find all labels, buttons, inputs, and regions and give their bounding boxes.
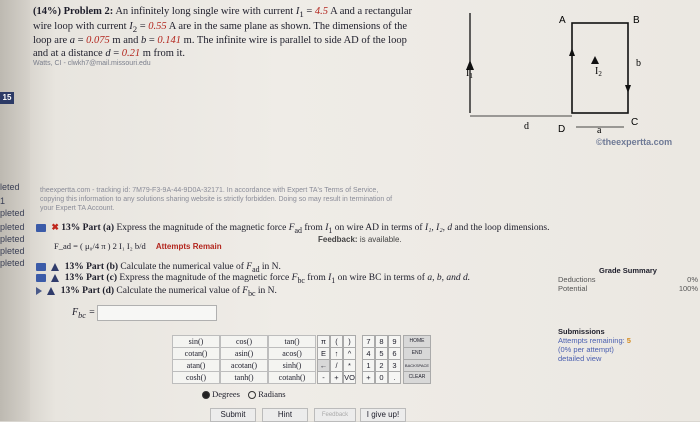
part-a-text: from xyxy=(304,223,323,233)
copyright-text: ©theexpertta.com xyxy=(596,137,673,147)
part-d-text: in N. xyxy=(257,286,277,296)
calc-key-1[interactable]: 1 xyxy=(362,359,375,372)
part-a-text: and the loop dimensions. xyxy=(454,223,550,233)
submissions-panel xyxy=(558,327,698,363)
potential-row xyxy=(558,284,698,293)
problem-text: A and a rectangular wire loop with current xyxy=(33,6,412,32)
part-b-text: in N. xyxy=(261,262,281,272)
calc-tan[interactable]: tan() xyxy=(268,335,316,348)
calc-key-5[interactable]: 5 xyxy=(375,347,388,360)
problem-text: A are in the same plane as shown. The dimensions of the loop are xyxy=(33,20,408,47)
copyright-notice xyxy=(40,186,430,213)
calc-key-vo[interactable]: VO xyxy=(344,373,355,382)
calc-key-power[interactable]: ^ xyxy=(343,347,356,360)
sym-Fad-sub: ad xyxy=(294,225,302,235)
attempts-value: 5 xyxy=(626,336,631,345)
submit-button[interactable]: Submit xyxy=(210,408,256,422)
corner-A: A xyxy=(559,15,566,26)
calc-key-9[interactable]: 9 xyxy=(388,335,401,348)
feedback-label: Feedback: xyxy=(318,235,358,244)
label-I2: $I_2$ xyxy=(595,66,602,78)
sym-I1-sub: 1 xyxy=(328,225,333,235)
deductions-value: 0% xyxy=(687,275,698,284)
sym-Fbc-sub: bc xyxy=(297,275,305,285)
part-c-vars: a, b, and d. xyxy=(427,273,471,283)
hint-button[interactable]: Hint xyxy=(262,408,308,422)
sidebar-item[interactable]: pleted xyxy=(0,222,25,232)
calc-key-3[interactable]: 3 xyxy=(388,359,401,372)
part-b-label: 13% Part (b) xyxy=(64,262,119,272)
problem-text: m from it. xyxy=(142,47,186,59)
calc-acos[interactable]: acos() xyxy=(268,347,316,360)
detailed-view-link[interactable]: detailed view xyxy=(558,354,602,363)
calc-asin[interactable]: asin() xyxy=(220,347,268,360)
value-a: 0.075 xyxy=(86,35,110,47)
sym-Fbc: F xyxy=(291,273,298,283)
calc-end[interactable]: END xyxy=(403,347,431,360)
attempts-remaining: Attempts Remain xyxy=(155,242,222,251)
label-d: d xyxy=(524,121,529,132)
part-a-text: on wire AD in terms of xyxy=(334,223,423,233)
checkbox-icon xyxy=(36,274,46,282)
student-info: Watts, CI - clwkh7@mail.missouri.edu xyxy=(33,60,151,68)
calc-key-6[interactable]: 6 xyxy=(388,347,401,360)
part-a-row[interactable] xyxy=(36,222,550,236)
calc-cotan[interactable]: cotan() xyxy=(172,347,220,360)
calc-key-2[interactable]: 2 xyxy=(375,359,388,372)
sym-I1: I xyxy=(325,223,329,233)
part-c-text: on wire BC in terms of xyxy=(337,273,425,283)
var-b: b xyxy=(141,35,147,47)
var-a: a xyxy=(69,35,75,47)
radio-radians[interactable] xyxy=(248,391,256,399)
value-I2: 0.55 xyxy=(148,20,167,32)
calc-key-e[interactable]: E xyxy=(317,347,330,360)
problem-header: (14%) Problem 2: xyxy=(33,6,114,17)
sidebar-item[interactable]: pleted xyxy=(0,258,25,268)
calc-key-plus[interactable]: + xyxy=(330,371,343,384)
feedback-note xyxy=(318,235,402,244)
value-I1: 4.5 xyxy=(314,6,329,17)
part-c-label: 13% Part (c) xyxy=(64,273,117,283)
feedback-button[interactable]: Feedback xyxy=(314,408,356,422)
part-d-row[interactable] xyxy=(36,286,277,299)
sidebar-item[interactable]: pleted xyxy=(0,234,25,244)
calc-key-close-paren[interactable]: ) xyxy=(343,335,356,348)
calc-key-left[interactable]: ← xyxy=(317,359,330,372)
calc-key-multiply[interactable]: * xyxy=(343,359,356,372)
var-I2: I xyxy=(129,20,133,32)
problem-text: An infinitely long single wire with current xyxy=(115,6,294,17)
calc-clear[interactable]: CLEAR xyxy=(403,371,431,384)
answer-formula: F_ad = ( μ₀/4 π ) 2 I₁ I₂ b/d xyxy=(54,241,146,251)
infinite-wire xyxy=(466,13,474,113)
deductions-row xyxy=(558,275,698,284)
answer-symbol: F xyxy=(72,307,79,318)
warning-icon xyxy=(51,274,59,282)
sym-Fbc: F xyxy=(242,286,249,296)
part-d-text: Calculate the numerical value of xyxy=(116,286,240,296)
var-I1-sub: 1 xyxy=(299,9,304,20)
answer-symbol-sub: bc xyxy=(78,311,86,320)
incorrect-icon: ✖ xyxy=(51,222,59,232)
part-a-label: 13% Part (a) xyxy=(61,223,115,233)
per-attempt-note: (0% per attempt) xyxy=(558,345,614,354)
deductions-label: Deductions xyxy=(558,275,596,284)
label-radians: Radians xyxy=(258,389,286,399)
sidebar-item[interactable]: leted xyxy=(0,182,20,192)
label-a: a xyxy=(597,125,602,136)
value-b: 0.141 xyxy=(157,35,182,47)
sidebar xyxy=(0,0,30,421)
sidebar-badge[interactable]: 15 xyxy=(0,92,14,104)
calc-backspace[interactable]: BACKSPACE xyxy=(403,359,431,372)
sym-I1-sub: 1 xyxy=(331,275,336,285)
value-d: 0.21 xyxy=(121,47,141,59)
warning-icon xyxy=(47,287,55,295)
sidebar-item[interactable]: pleted xyxy=(0,246,25,256)
calc-home[interactable]: HOME xyxy=(403,335,431,348)
potential-label: Potential xyxy=(558,284,588,293)
var-I1: I xyxy=(295,6,300,17)
calc-sin[interactable]: sin() xyxy=(172,335,220,348)
calc-key-7[interactable]: 7 xyxy=(362,335,375,348)
checkbox-icon xyxy=(36,224,46,232)
problem-statement: (14%) Problem 2: An infinitely long single wire with current $I_1 = 4.5$ A and a rectangular wire loop with current $I_2 = 0.55$ A are in the same plane as shown. The dimensions of the loop are a = 0.075 m and b = 0.141 m. The infinite wire is parallel to side AD of the loop and at a distance d = 0.21 m from it. Watts, CI - clwkh7@mail.missouri.edu xyxy=(33,6,418,67)
calc-tanh[interactable]: tanh() xyxy=(220,371,268,384)
calc-acotan[interactable]: acotan() xyxy=(220,359,268,372)
var-d: d xyxy=(105,47,111,59)
part-c-text: Express the magnitude of the magnetic force xyxy=(119,273,290,283)
calc-atan[interactable]: atan() xyxy=(172,359,220,372)
warning-icon xyxy=(51,263,59,271)
corner-B: B xyxy=(633,15,640,26)
attempts-label: Attempts remaining: xyxy=(558,336,625,345)
part-d-label: 13% Part (d) xyxy=(60,286,115,296)
radio-degrees[interactable] xyxy=(202,391,210,399)
angle-mode[interactable] xyxy=(202,389,286,399)
sym-Fad-sub: ad xyxy=(252,264,260,274)
notice-line: your Expert TA Account. xyxy=(40,205,115,212)
calc-key-8[interactable]: 8 xyxy=(375,335,388,348)
grade-title: Grade Summary xyxy=(599,266,657,275)
calc-cosh[interactable]: cosh() xyxy=(172,371,220,384)
answer-input[interactable] xyxy=(97,305,217,321)
rectangular-loop xyxy=(569,23,631,113)
part-a-answer xyxy=(54,241,222,251)
problem-text: m. The infinite wire is parallel to side AD of the loop and at a distance xyxy=(33,35,407,59)
wire-loop-diagram xyxy=(450,8,695,156)
calc-key-divide[interactable]: / xyxy=(330,359,343,372)
checkbox-icon xyxy=(36,263,46,271)
give-up-button[interactable]: I give up! xyxy=(360,408,406,422)
current-arrow-I2 xyxy=(591,56,599,64)
calc-key-open-paren[interactable]: ( xyxy=(330,335,343,348)
sidebar-item[interactable]: 1 xyxy=(0,196,6,206)
attempts-row xyxy=(558,336,698,345)
calc-key-0[interactable]: 0 xyxy=(375,371,388,384)
calc-key-minus[interactable]: - xyxy=(317,371,330,384)
sym-Fad: F xyxy=(246,262,253,272)
calc-key-up[interactable]: ↑ xyxy=(330,347,343,360)
calc-key-pi[interactable]: π xyxy=(317,335,330,348)
label-b: b xyxy=(636,58,641,69)
corner-C: C xyxy=(631,117,639,128)
calc-sinh[interactable]: sinh() xyxy=(268,359,316,372)
submissions-title: Submissions xyxy=(558,327,605,336)
calc-key-4[interactable]: 4 xyxy=(362,347,375,360)
label-degrees: Degrees xyxy=(212,389,240,399)
sidebar-item[interactable]: pleted xyxy=(0,208,25,218)
expand-arrow-icon[interactable] xyxy=(36,287,42,295)
sym-vars: I₁, I₂, d xyxy=(424,223,453,233)
notice-line: copying this information to any solutions sharing website is strictly forbidden. Doing so may result in termination of xyxy=(40,196,393,203)
sym-I1: I xyxy=(328,273,332,283)
part-a-text: Express the magnitude of the magnetic force xyxy=(116,223,287,233)
sym-Fad: F xyxy=(288,223,295,233)
label-I1: $I_1$ xyxy=(466,68,473,80)
part-b-text: Calculate the numerical value of xyxy=(120,262,244,272)
calc-key-dot[interactable]: . xyxy=(388,371,401,384)
answer-label: $F_{bc}$ = xyxy=(72,307,96,320)
potential-value: 100% xyxy=(678,284,698,293)
notice-line: theexpertta.com - tracking id: 7M79-F3-9A-44-9D0A-32171. In accordance with Expert TA's Terms of Service, xyxy=(40,187,379,194)
grade-summary xyxy=(558,266,698,293)
problem-text: m and xyxy=(112,35,139,47)
part-c-text: from xyxy=(307,273,326,283)
calc-cotanh[interactable]: cotanh() xyxy=(268,371,316,384)
corner-D: D xyxy=(558,124,566,135)
feedback-text: is available. xyxy=(359,235,402,244)
sym-Fbc-sub: bc xyxy=(248,288,256,298)
calc-key-plus-2[interactable]: + xyxy=(362,371,375,384)
var-I2-sub: 2 xyxy=(132,23,138,34)
calc-cos[interactable]: cos() xyxy=(220,335,268,348)
part-c-row[interactable] xyxy=(36,273,470,286)
